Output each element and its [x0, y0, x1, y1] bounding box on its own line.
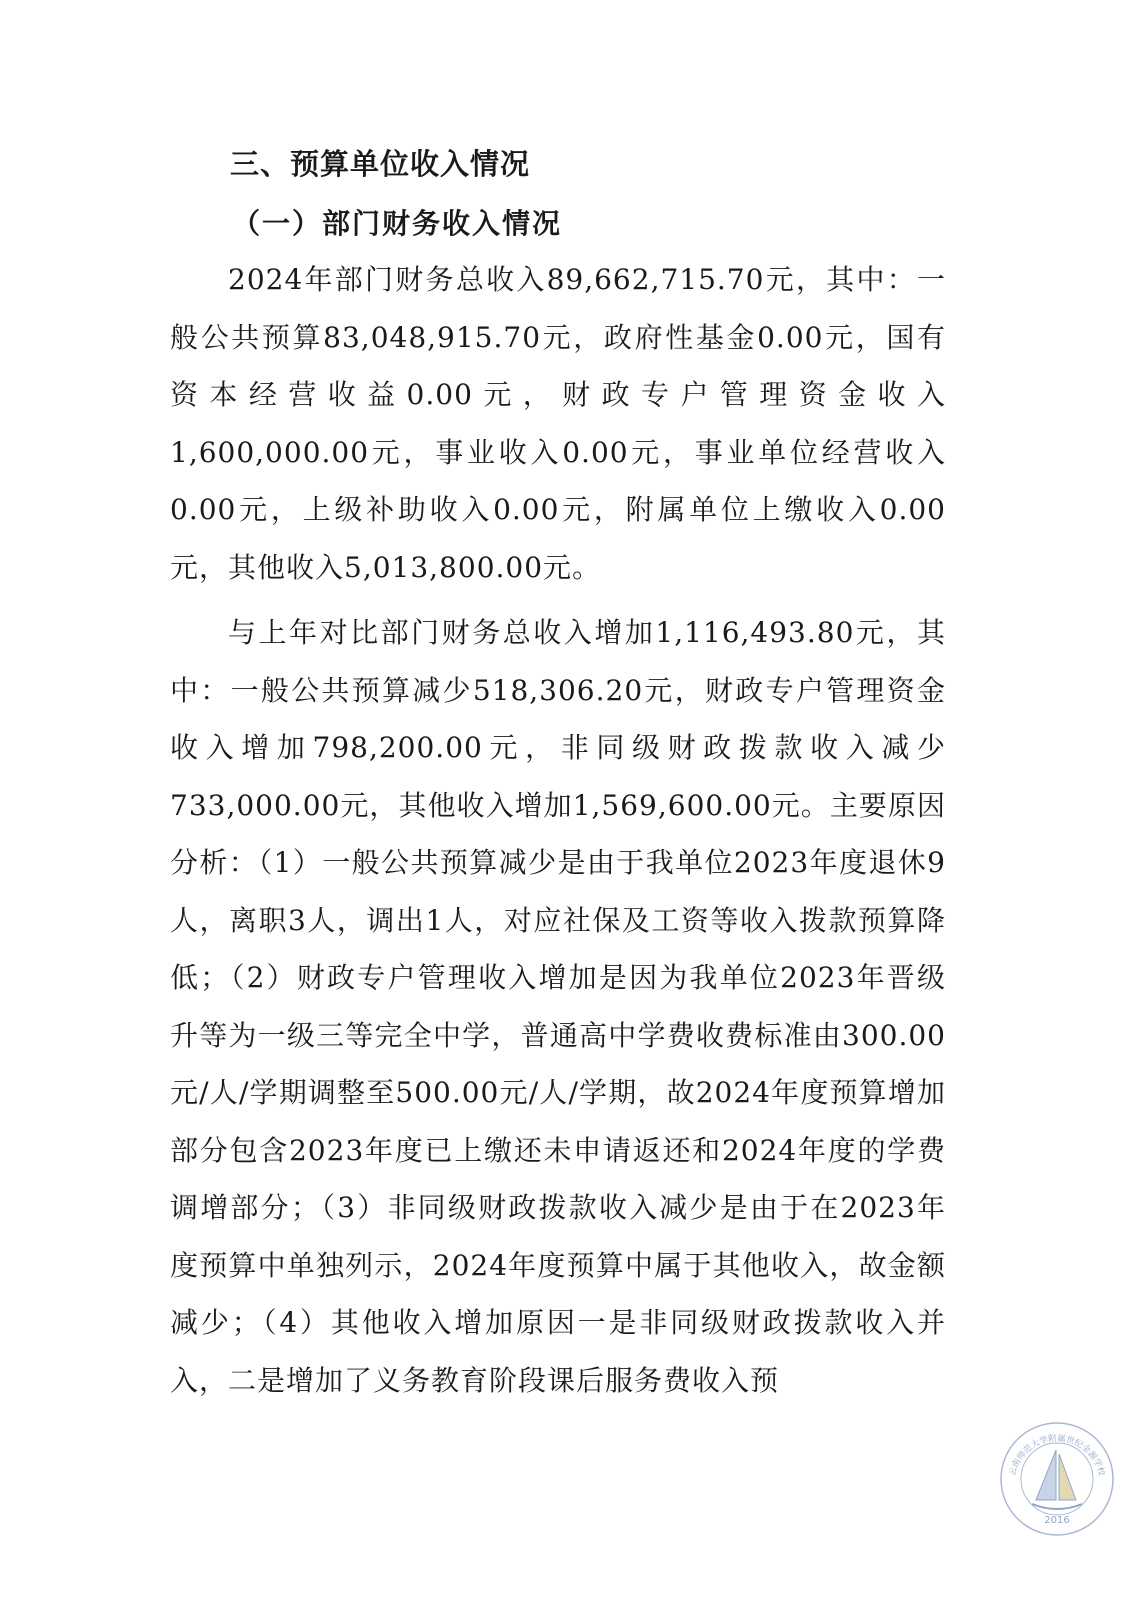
- paragraph-income-comparison: 与上年对比部门财务总收入增加1,116,493.80元，其中：一般公共预算减少518,306.20元，财政专户管理资金收入增加798,200.00元，非同级财政拨款收入减少733,000.00元，其他收入增加1,569,600.00元。主要原因分析：（1）一般公共预算减少是由于我单位2023年度退休9人，离职3人，调出1人，对应社保及工资等收入拨款预算降低；（2）财政专户管理收入增加是因为我单位2023年晋级升等为一级三等完全中学，普通高中学费收费标准由300.00元/人/学期调整至500.00元/人/学期，故2024年度预算增加部分包含2023年度已上缴还未申请返还和2024年度的学费调增部分；（3）非同级财政拨款收入减少是由于在2023年度预算中单独列示，2024年度预算中属于其他收入，故金额减少；（4）其他收入增加原因一是非同级财政拨款收入并入，二是增加了义务教育阶段课后服务费收入预: [170, 616, 946, 1397]
- subsection-heading: （一）部门财务收入情况: [232, 207, 563, 240]
- section-heading: 三、预算单位收入情况: [230, 147, 531, 181]
- seal-year: 2016: [1044, 1515, 1070, 1526]
- school-emblem-icon: [998, 1420, 1116, 1538]
- seal-ring-text: 云南师范大学附属世纪金源学校: [1007, 1433, 1107, 1478]
- paragraph-income-summary: 2024年部门财务总收入89,662,715.70元，其中：一般公共预算83,048,915.70元，政府性基金0.00元，国有资本经营收益0.00元，财政专户管理资金收入1,600,000.00元，事业收入0.00元，事业单位经营收入0.00元，上级补助收入0.00元，附属单位上缴收入0.00元，其他收入5,013,800.00元。: [170, 263, 946, 584]
